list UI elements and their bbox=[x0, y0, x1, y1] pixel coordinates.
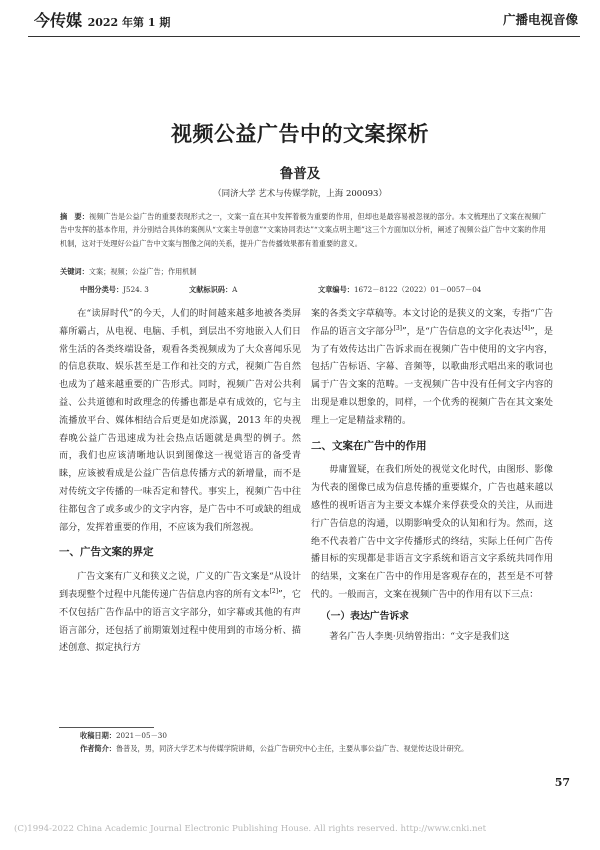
journal-title: 今传媒 bbox=[34, 11, 83, 30]
header-rule bbox=[28, 36, 580, 37]
doc-code-label: 文献标识码： bbox=[189, 285, 233, 294]
section-heading-1: 一、广告文案的界定 bbox=[59, 546, 154, 559]
doc-code-value: A bbox=[232, 285, 238, 294]
author-affiliation: （同济大学 艺术与传媒学院，上海 200093） bbox=[213, 189, 387, 199]
article-no-value: 1672－8122（2022）01－0057－04 bbox=[353, 285, 482, 294]
citation-ref: [3] bbox=[393, 324, 403, 332]
section-name: 广播电视音像 bbox=[502, 12, 578, 27]
bio-text: 鲁普及，男，同济大学艺术与传媒学院讲师，公益广告研究中心主任，主要从事公益广告、视觉传达设计研究。 bbox=[115, 744, 469, 753]
role-paragraph: 毋庸置疑，在我们所处的视觉文化时代，由图形、影像为代表的图像已成为信息传播的重要媒介，广告也越来越以感性的视听语言为主要文本媒介来俘获受众的关注，从而进行广告信息的沟通，以期影响受众的认知和行为。然而，这绝不代表着广告中文字传播形式的终结，实际上任何广告传播目标的实现都是非语言文字系统和语言文字系统共同作用的结果，文案在广告中的作用是客观存在的，甚至是不可替代的。一般而言，文案在视频广告中的作用有以下三点： bbox=[311, 465, 553, 600]
received-date bbox=[80, 731, 167, 741]
definition-continued-paragraph: 案的各类文字草稿等。本文讨论的是狭义的文案，专指“广告作品的语言文字部分[3]”，是“广告信息的文字化表达[4]”，是为了有效传达出广告诉求而在视频广告中使用的文字内容，包括广告标语、字幕、音频等，以歌曲形式唱出来的歌词也属于广告文案的范畴。一支视频广告中没有任何文字内容的出现是难以想象的，同样，一个优秀的视频广告在其文案处理上一定是精益求精的。 bbox=[311, 309, 553, 426]
left-column bbox=[59, 306, 301, 658]
article-author: 鲁普及 bbox=[279, 166, 321, 182]
abstract-label: 摘 要： bbox=[60, 212, 90, 221]
article-no-label: 文章编号： bbox=[318, 285, 354, 294]
page-number: 57 bbox=[554, 776, 570, 789]
definition-paragraph: 广告文案有广义和狭义之说，广义的广告文案是“从设计到表现整个过程中凡能传递广告信息内容的所有文本[2]”，它不仅包括广告作品中的语言文字部分，如字幕或其他的有声语言部分，还包括了前期策划过程中使用到的市场分析、描述创意、拟定执行方 bbox=[59, 572, 301, 654]
intro-paragraph: 在“读屏时代”的今天，人们的时间越来越多地被各类屏幕所霸占，从电视、电脑、手机，到层出不穷地嵌入人们日常生活的各类终端设备，观看各类视频成为了大众喜闻乐见的信息获取、娱乐甚至是工作和社交的方式，视频广告自然也成为了越来越重要的广告形式。同时，视频广告对公共利益、公共道德和时政理念的传播也都是卓有成效的，它与主流播放平台、媒体相结合后更是如虎添翼，2013 年的央视春晚公益广告迅速成为社会热点话题就是典型的例子。然而，我们也应该清晰地认识到图像这一视觉语言的备受青睐，应该被看成是公益广告信息传播方式的新增量，而不是对传统文字传播的一味否定和替代。事实上，视频广告中往往都包含了或多或少的文字内容，是广告中不可或缺的组成部分，发挥着重要的作用，不应该为我们所忽视。 bbox=[59, 309, 301, 533]
received-value: 2021－05－30 bbox=[115, 731, 167, 740]
keywords-text: 文案；视频；公益广告；作用机制 bbox=[88, 267, 197, 276]
clc-value: J524. 3 bbox=[123, 285, 149, 294]
abstract-text: 视频广告是公益广告的重要表现形式之一，文案一直在其中发挥着极为重要的作用，但却也是最容易被忽视的部分。本文梳理出了文案在视频广告中发挥的基本作用，并分别结合具体的案例从“文案主导创意”“文案协同表达”“文案点明主题”这三个方面加以分析，阐述了视频公益广告中文案的作用机制，这对于处理好公益广告中文案与图像之间的关系，提升广告传播效果都有着重要的意义。 bbox=[60, 212, 546, 248]
article-number bbox=[318, 285, 481, 295]
section-heading-2: 二、文案在广告中的作用 bbox=[311, 439, 427, 452]
document-code bbox=[189, 285, 237, 295]
journal-issue: 2022 年第 1 期 bbox=[87, 16, 171, 29]
right-column bbox=[311, 306, 553, 646]
author-bio bbox=[80, 743, 550, 755]
abstract bbox=[60, 210, 546, 250]
keywords-label: 关键词： bbox=[60, 267, 89, 276]
article-title: 视频公益广告中的文案探析 bbox=[171, 122, 429, 146]
citation-ref: [2] bbox=[269, 587, 279, 595]
bio-label: 作者简介： bbox=[80, 744, 116, 753]
keywords bbox=[60, 267, 197, 277]
citation-ref: [4] bbox=[521, 324, 530, 332]
clc-label: 中图分类号： bbox=[80, 285, 124, 294]
copyright-watermark: (C)1994-2022 China Academic Journal Electronic Publishing House. All rights reserved. http://www.cnki.net bbox=[14, 824, 487, 834]
subsection-heading-1: （一）表达广告诉求 bbox=[320, 610, 409, 622]
clc-number bbox=[80, 285, 149, 295]
quote-paragraph: 著名广告人李奥·贝纳曾指出：“文字是我们这 bbox=[329, 631, 510, 642]
journal-name bbox=[34, 8, 170, 31]
received-label: 收稿日期： bbox=[80, 731, 116, 740]
footnote-rule bbox=[59, 727, 154, 728]
